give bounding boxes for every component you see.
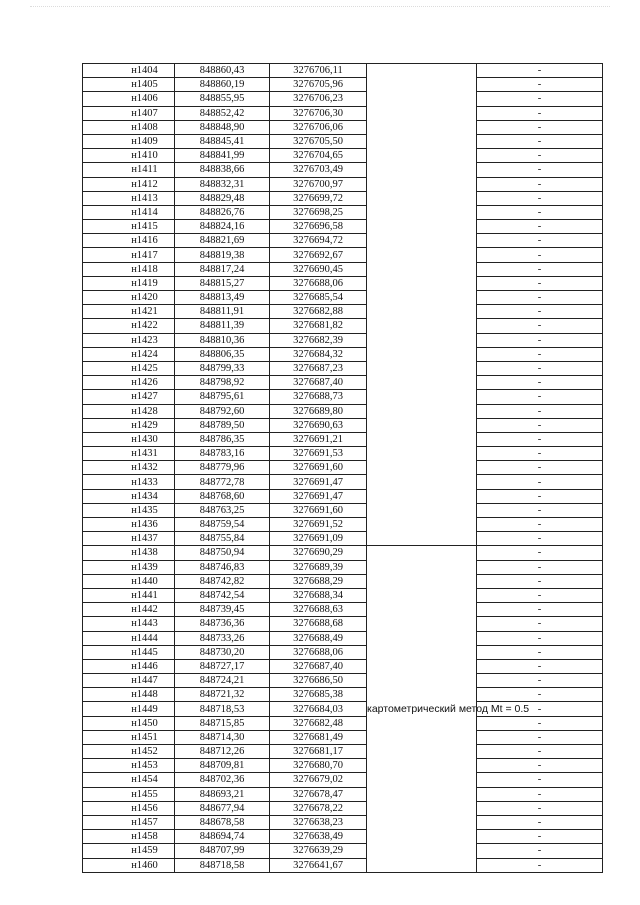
point-id-cell: н1426 <box>83 376 175 390</box>
x-coordinate-cell: 848742,82 <box>175 574 270 588</box>
y-coordinate-cell: 3276687,40 <box>270 659 367 673</box>
x-coordinate-cell: 848821,69 <box>175 234 270 248</box>
dash-cell: - <box>477 603 603 617</box>
table-row <box>83 149 603 163</box>
x-coordinate-cell: 848860,19 <box>175 78 270 92</box>
table-row <box>83 361 603 375</box>
y-coordinate-cell: 3276691,53 <box>270 447 367 461</box>
y-coordinate-cell: 3276706,11 <box>270 64 367 78</box>
point-id-cell: н1430 <box>83 432 175 446</box>
x-coordinate-cell: 848742,54 <box>175 588 270 602</box>
point-id-cell: н1442 <box>83 603 175 617</box>
point-id-cell: н1456 <box>83 801 175 815</box>
y-coordinate-cell: 3276706,30 <box>270 106 367 120</box>
table-row <box>83 305 603 319</box>
point-id-cell: н1453 <box>83 759 175 773</box>
dash-cell: - <box>477 64 603 78</box>
point-id-cell: н1427 <box>83 390 175 404</box>
y-coordinate-cell: 3276694,72 <box>270 234 367 248</box>
y-coordinate-cell: 3276691,60 <box>270 503 367 517</box>
x-coordinate-cell: 848727,17 <box>175 659 270 673</box>
dash-cell: - <box>477 234 603 248</box>
table-row <box>83 503 603 517</box>
x-coordinate-cell: 848736,36 <box>175 617 270 631</box>
dash-cell: - <box>477 574 603 588</box>
point-id-cell: н1407 <box>83 106 175 120</box>
x-coordinate-cell: 848707,99 <box>175 844 270 858</box>
table-row <box>83 801 603 815</box>
point-id-cell: н1454 <box>83 773 175 787</box>
table-row <box>83 177 603 191</box>
table-row <box>83 404 603 418</box>
x-coordinate-cell: 848826,76 <box>175 205 270 219</box>
table-row <box>83 461 603 475</box>
point-id-cell: н1446 <box>83 659 175 673</box>
y-coordinate-cell: 3276691,09 <box>270 532 367 546</box>
y-coordinate-cell: 3276689,80 <box>270 404 367 418</box>
table-row <box>83 574 603 588</box>
point-id-cell: н1410 <box>83 149 175 163</box>
x-coordinate-cell: 848810,36 <box>175 333 270 347</box>
x-coordinate-cell: 848855,95 <box>175 92 270 106</box>
table-row <box>83 560 603 574</box>
dash-cell: - <box>477 546 603 560</box>
point-id-cell: н1443 <box>83 617 175 631</box>
point-id-cell: н1414 <box>83 205 175 219</box>
table-row <box>83 631 603 645</box>
y-coordinate-cell: 3276692,67 <box>270 248 367 262</box>
point-id-cell: н1444 <box>83 631 175 645</box>
dash-cell: - <box>477 461 603 475</box>
point-id-cell: н1434 <box>83 489 175 503</box>
table-row <box>83 773 603 787</box>
y-coordinate-cell: 3276690,63 <box>270 418 367 432</box>
y-coordinate-cell: 3276691,47 <box>270 489 367 503</box>
dash-cell: - <box>477 631 603 645</box>
table-row <box>83 276 603 290</box>
table-row <box>83 106 603 120</box>
point-id-cell: н1405 <box>83 78 175 92</box>
dash-cell: - <box>477 305 603 319</box>
point-id-cell: н1441 <box>83 588 175 602</box>
table-row <box>83 262 603 276</box>
dash-cell: - <box>477 418 603 432</box>
dash-cell: - <box>477 830 603 844</box>
x-coordinate-cell: 848832,31 <box>175 177 270 191</box>
y-coordinate-cell: 3276679,02 <box>270 773 367 787</box>
point-id-cell: н1455 <box>83 787 175 801</box>
coordinates-table-body <box>83 64 603 873</box>
point-id-cell: н1418 <box>83 262 175 276</box>
y-coordinate-cell: 3276688,29 <box>270 574 367 588</box>
y-coordinate-cell: 3276687,23 <box>270 361 367 375</box>
dash-cell: - <box>477 262 603 276</box>
x-coordinate-cell: 848718,58 <box>175 858 270 872</box>
dash-cell: - <box>477 702 603 716</box>
x-coordinate-cell: 848798,92 <box>175 376 270 390</box>
y-coordinate-cell: 3276689,39 <box>270 560 367 574</box>
point-id-cell: н1411 <box>83 163 175 177</box>
point-id-cell: н1429 <box>83 418 175 432</box>
dash-cell: - <box>477 404 603 418</box>
point-id-cell: н1435 <box>83 503 175 517</box>
x-coordinate-cell: 848750,94 <box>175 546 270 560</box>
x-coordinate-cell: 848841,99 <box>175 149 270 163</box>
x-coordinate-cell: 848811,91 <box>175 305 270 319</box>
dash-cell: - <box>477 773 603 787</box>
y-coordinate-cell: 3276639,29 <box>270 844 367 858</box>
dash-cell: - <box>477 688 603 702</box>
table-row <box>83 191 603 205</box>
dash-cell: - <box>477 319 603 333</box>
table-row <box>83 418 603 432</box>
dash-cell: - <box>477 92 603 106</box>
dash-cell: - <box>477 844 603 858</box>
y-coordinate-cell: 3276705,96 <box>270 78 367 92</box>
y-coordinate-cell: 3276691,52 <box>270 518 367 532</box>
table-row <box>83 447 603 461</box>
x-coordinate-cell: 848733,26 <box>175 631 270 645</box>
x-coordinate-cell: 848772,78 <box>175 475 270 489</box>
dash-cell: - <box>477 120 603 134</box>
y-coordinate-cell: 3276696,58 <box>270 220 367 234</box>
y-coordinate-cell: 3276705,50 <box>270 134 367 148</box>
table-row <box>83 134 603 148</box>
point-id-cell: н1419 <box>83 276 175 290</box>
x-coordinate-cell: 848783,16 <box>175 447 270 461</box>
point-id-cell: н1420 <box>83 291 175 305</box>
dash-cell: - <box>477 858 603 872</box>
dash-cell: - <box>477 333 603 347</box>
table-row <box>83 64 603 78</box>
point-id-cell: н1413 <box>83 191 175 205</box>
point-id-cell: н1425 <box>83 361 175 375</box>
x-coordinate-cell: 848811,39 <box>175 319 270 333</box>
point-id-cell: н1421 <box>83 305 175 319</box>
point-id-cell: н1447 <box>83 674 175 688</box>
table-row <box>83 588 603 602</box>
table-row <box>83 475 603 489</box>
y-coordinate-cell: 3276688,49 <box>270 631 367 645</box>
x-coordinate-cell: 848718,53 <box>175 702 270 716</box>
x-coordinate-cell: 848795,61 <box>175 390 270 404</box>
x-coordinate-cell: 848768,60 <box>175 489 270 503</box>
table-row <box>83 659 603 673</box>
y-coordinate-cell: 3276688,06 <box>270 645 367 659</box>
table-row <box>83 120 603 134</box>
x-coordinate-cell: 848838,66 <box>175 163 270 177</box>
x-coordinate-cell: 848693,21 <box>175 787 270 801</box>
y-coordinate-cell: 3276680,70 <box>270 759 367 773</box>
dash-cell: - <box>477 518 603 532</box>
dash-cell: - <box>477 163 603 177</box>
dash-cell: - <box>477 191 603 205</box>
point-id-cell: н1457 <box>83 815 175 829</box>
point-id-cell: н1449 <box>83 702 175 716</box>
x-coordinate-cell: 848759,54 <box>175 518 270 532</box>
dash-cell: - <box>477 248 603 262</box>
table-row <box>83 234 603 248</box>
table-row <box>83 518 603 532</box>
point-id-cell: н1450 <box>83 716 175 730</box>
x-coordinate-cell: 848860,43 <box>175 64 270 78</box>
dash-cell: - <box>477 659 603 673</box>
x-coordinate-cell: 848848,90 <box>175 120 270 134</box>
y-coordinate-cell: 3276704,65 <box>270 149 367 163</box>
dash-cell: - <box>477 149 603 163</box>
y-coordinate-cell: 3276706,06 <box>270 120 367 134</box>
x-coordinate-cell: 848786,35 <box>175 432 270 446</box>
point-id-cell: н1422 <box>83 319 175 333</box>
table-row <box>83 546 603 560</box>
coordinates-table <box>82 63 603 873</box>
dash-cell: - <box>477 617 603 631</box>
dash-cell: - <box>477 447 603 461</box>
method-cell <box>367 64 477 546</box>
dash-cell: - <box>477 347 603 361</box>
x-coordinate-cell: 848694,74 <box>175 830 270 844</box>
dash-cell: - <box>477 503 603 517</box>
y-coordinate-cell: 3276699,72 <box>270 191 367 205</box>
dash-cell: - <box>477 78 603 92</box>
x-coordinate-cell: 848715,85 <box>175 716 270 730</box>
x-coordinate-cell: 848779,96 <box>175 461 270 475</box>
point-id-cell: н1445 <box>83 645 175 659</box>
table-row <box>83 674 603 688</box>
dash-cell: - <box>477 276 603 290</box>
dash-cell: - <box>477 432 603 446</box>
x-coordinate-cell: 848678,58 <box>175 815 270 829</box>
x-coordinate-cell: 848746,83 <box>175 560 270 574</box>
table-row <box>83 248 603 262</box>
scan-header-noise <box>30 6 610 17</box>
point-id-cell: н1448 <box>83 688 175 702</box>
x-coordinate-cell: 848813,49 <box>175 291 270 305</box>
dash-cell: - <box>477 745 603 759</box>
dash-cell: - <box>477 475 603 489</box>
x-coordinate-cell: 848799,33 <box>175 361 270 375</box>
table-row <box>83 319 603 333</box>
y-coordinate-cell: 3276691,21 <box>270 432 367 446</box>
dash-cell: - <box>477 560 603 574</box>
x-coordinate-cell: 848817,24 <box>175 262 270 276</box>
table-row <box>83 347 603 361</box>
table-row <box>83 603 603 617</box>
point-id-cell: н1458 <box>83 830 175 844</box>
table-row <box>83 333 603 347</box>
dash-cell: - <box>477 787 603 801</box>
table-row <box>83 759 603 773</box>
y-coordinate-cell: 3276684,32 <box>270 347 367 361</box>
point-id-cell: н1460 <box>83 858 175 872</box>
y-coordinate-cell: 3276678,22 <box>270 801 367 815</box>
dash-cell: - <box>477 106 603 120</box>
table-row <box>83 730 603 744</box>
x-coordinate-cell: 848829,48 <box>175 191 270 205</box>
x-coordinate-cell: 848792,60 <box>175 404 270 418</box>
dash-cell: - <box>477 205 603 219</box>
table-row <box>83 830 603 844</box>
dash-cell: - <box>477 134 603 148</box>
y-coordinate-cell: 3276681,49 <box>270 730 367 744</box>
x-coordinate-cell: 848677,94 <box>175 801 270 815</box>
table-row <box>83 716 603 730</box>
y-coordinate-cell: 3276682,48 <box>270 716 367 730</box>
dash-cell: - <box>477 489 603 503</box>
x-coordinate-cell: 848789,50 <box>175 418 270 432</box>
y-coordinate-cell: 3276678,47 <box>270 787 367 801</box>
x-coordinate-cell: 848852,42 <box>175 106 270 120</box>
point-id-cell: н1423 <box>83 333 175 347</box>
point-id-cell: н1452 <box>83 745 175 759</box>
point-id-cell: н1409 <box>83 134 175 148</box>
table-row <box>83 78 603 92</box>
dash-cell: - <box>477 361 603 375</box>
dash-cell: - <box>477 759 603 773</box>
point-id-cell: н1438 <box>83 546 175 560</box>
y-coordinate-cell: 3276684,03 <box>270 702 367 716</box>
table-row <box>83 787 603 801</box>
y-coordinate-cell: 3276700,97 <box>270 177 367 191</box>
y-coordinate-cell: 3276682,88 <box>270 305 367 319</box>
point-id-cell: н1404 <box>83 64 175 78</box>
dash-cell: - <box>477 291 603 305</box>
y-coordinate-cell: 3276681,82 <box>270 319 367 333</box>
x-coordinate-cell: 848806,35 <box>175 347 270 361</box>
y-coordinate-cell: 3276687,40 <box>270 376 367 390</box>
y-coordinate-cell: 3276685,38 <box>270 688 367 702</box>
table-row <box>83 815 603 829</box>
table-row <box>83 489 603 503</box>
x-coordinate-cell: 848714,30 <box>175 730 270 744</box>
point-id-cell: н1406 <box>83 92 175 106</box>
y-coordinate-cell: 3276691,60 <box>270 461 367 475</box>
point-id-cell: н1436 <box>83 518 175 532</box>
point-id-cell: н1424 <box>83 347 175 361</box>
y-coordinate-cell: 3276691,47 <box>270 475 367 489</box>
table-row <box>83 532 603 546</box>
dash-cell: - <box>477 532 603 546</box>
point-id-cell: н1408 <box>83 120 175 134</box>
x-coordinate-cell: 848763,25 <box>175 503 270 517</box>
x-coordinate-cell: 848815,27 <box>175 276 270 290</box>
dash-cell: - <box>477 815 603 829</box>
point-id-cell: н1433 <box>83 475 175 489</box>
point-id-cell: н1417 <box>83 248 175 262</box>
y-coordinate-cell: 3276681,17 <box>270 745 367 759</box>
y-coordinate-cell: 3276688,34 <box>270 588 367 602</box>
x-coordinate-cell: 848709,81 <box>175 759 270 773</box>
y-coordinate-cell: 3276698,25 <box>270 205 367 219</box>
point-id-cell: н1437 <box>83 532 175 546</box>
x-coordinate-cell: 848819,38 <box>175 248 270 262</box>
y-coordinate-cell: 3276688,63 <box>270 603 367 617</box>
y-coordinate-cell: 3276682,39 <box>270 333 367 347</box>
y-coordinate-cell: 3276706,23 <box>270 92 367 106</box>
x-coordinate-cell: 848845,41 <box>175 134 270 148</box>
y-coordinate-cell: 3276641,67 <box>270 858 367 872</box>
dash-cell: - <box>477 177 603 191</box>
dash-cell: - <box>477 588 603 602</box>
x-coordinate-cell: 848730,20 <box>175 645 270 659</box>
table-row <box>83 205 603 219</box>
table-row <box>83 645 603 659</box>
table-row <box>83 92 603 106</box>
y-coordinate-cell: 3276638,49 <box>270 830 367 844</box>
y-coordinate-cell: 3276688,73 <box>270 390 367 404</box>
x-coordinate-cell: 848724,21 <box>175 674 270 688</box>
table-row <box>83 858 603 872</box>
dash-cell: - <box>477 730 603 744</box>
table-row <box>83 390 603 404</box>
point-id-cell: н1415 <box>83 220 175 234</box>
x-coordinate-cell: 848721,32 <box>175 688 270 702</box>
dash-cell: - <box>477 801 603 815</box>
y-coordinate-cell: 3276703,49 <box>270 163 367 177</box>
point-id-cell: н1412 <box>83 177 175 191</box>
y-coordinate-cell: 3276688,06 <box>270 276 367 290</box>
table-row <box>83 220 603 234</box>
table-row <box>83 376 603 390</box>
dash-cell: - <box>477 716 603 730</box>
dash-cell: - <box>477 376 603 390</box>
table-row <box>83 844 603 858</box>
y-coordinate-cell: 3276690,29 <box>270 546 367 560</box>
dash-cell: - <box>477 220 603 234</box>
point-id-cell: н1440 <box>83 574 175 588</box>
x-coordinate-cell: 848712,26 <box>175 745 270 759</box>
y-coordinate-cell: 3276685,54 <box>270 291 367 305</box>
dash-cell: - <box>477 645 603 659</box>
x-coordinate-cell: 848739,45 <box>175 603 270 617</box>
y-coordinate-cell: 3276688,68 <box>270 617 367 631</box>
point-id-cell: н1431 <box>83 447 175 461</box>
table-row <box>83 745 603 759</box>
point-id-cell: н1439 <box>83 560 175 574</box>
table-row <box>83 163 603 177</box>
point-id-cell: н1416 <box>83 234 175 248</box>
table-row <box>83 291 603 305</box>
table-row <box>83 617 603 631</box>
table-row <box>83 688 603 702</box>
dash-cell: - <box>477 674 603 688</box>
method-cell: картометрический метод Mt = 0.5 <box>367 546 477 872</box>
y-coordinate-cell: 3276638,23 <box>270 815 367 829</box>
point-id-cell: н1428 <box>83 404 175 418</box>
x-coordinate-cell: 848755,84 <box>175 532 270 546</box>
point-id-cell: н1432 <box>83 461 175 475</box>
point-id-cell: н1451 <box>83 730 175 744</box>
dash-cell: - <box>477 390 603 404</box>
table-row <box>83 432 603 446</box>
x-coordinate-cell: 848702,36 <box>175 773 270 787</box>
point-id-cell: н1459 <box>83 844 175 858</box>
y-coordinate-cell: 3276690,45 <box>270 262 367 276</box>
y-coordinate-cell: 3276686,50 <box>270 674 367 688</box>
x-coordinate-cell: 848824,16 <box>175 220 270 234</box>
